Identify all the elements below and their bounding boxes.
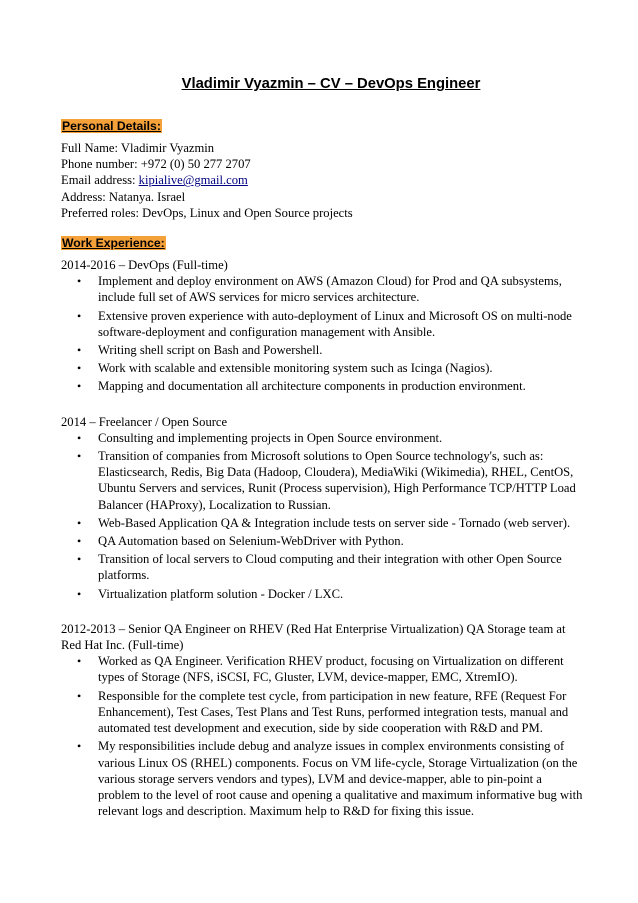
- list-item-text: Web-Based Application QA & Integration include tests on server side - Tornado (web server).: [98, 515, 571, 530]
- list-item-text: Transition of local servers to Cloud computing and their integration with other Open Source platforms.: [98, 552, 562, 583]
- list-item-text: QA Automation based on Selenium-WebDriver with Python.: [98, 534, 404, 549]
- personal-details-heading-label: Personal Details:: [62, 119, 161, 133]
- email-line: [61, 172, 583, 188]
- job-bullets: [61, 273, 583, 394]
- bullet-icon: •: [77, 449, 82, 464]
- list-item-text: Virtualization platform solution - Docker / LXC.: [98, 586, 344, 601]
- list-item-text: Work with scalable and extensible monitoring system such as Icinga (Nagios).: [98, 361, 493, 376]
- preferred-roles: Preferred roles: DevOps, Linux and Open Source projects: [61, 205, 353, 220]
- list-item: [61, 551, 583, 583]
- bullet-icon: •: [77, 534, 82, 549]
- list-item: [61, 360, 583, 376]
- bullet-icon: •: [77, 552, 82, 567]
- job-entry: [61, 414, 583, 602]
- cv-page: [61, 74, 583, 821]
- list-item: [61, 738, 583, 819]
- list-item-text: Implement and deploy environment on AWS (Amazon Cloud) for Prod and QA subsystems, include full set of AWS services for micro services architecture.: [98, 274, 562, 305]
- list-item-text: Extensive proven experience with auto-deployment of Linux and Microsoft OS on multi-node software-deployment and configuration management with Ansible.: [98, 308, 572, 339]
- list-item-text: My responsibilities include debug and analyze issues in complex environments consisting of various Linux OS (RHEL) components. Focus on VM life-cycle, Storage Virtualization (on the various storage servers vendors and types), LVM and device-mapper, able to pin-point a problem to the level of root cause and opening a qualitative and maximum informative bug with relevant logs and description. Maximum help to R&D for fixing this issue.: [98, 739, 583, 819]
- list-item-text: Worked as QA Engineer. Verification RHEV product, focusing on Virtualization on different types of Storage (NFS, iSCSI, FC, Gluster, LVM, device-mapper, EMC, XtremIO).: [98, 654, 564, 685]
- list-item: [61, 653, 583, 685]
- list-item-text: Transition of companies from Microsoft solutions to Open Source technology's, such as: Elasticsearch, Redis, Big Data (Hadoop, Cloudera), MediaWiki (Wikimedia), RHEL, CentOS, Ubuntu Servers and services, Runit (Process supervision), High Performance TCP/HTTP Load Balancer (HAProxy), Localization to Russian.: [98, 449, 576, 512]
- list-item-text: Consulting and implementing projects in Open Source environment.: [98, 430, 443, 445]
- bullet-icon: •: [77, 361, 82, 376]
- job-entry: [61, 257, 583, 395]
- personal-details-heading: [61, 118, 583, 134]
- bullet-icon: •: [77, 308, 82, 323]
- address: Address: Natanya. Israel: [61, 189, 186, 204]
- list-item-text: Mapping and documentation all architecture components in production environment.: [98, 379, 526, 394]
- job-bullets: [61, 653, 583, 819]
- full-name: Full Name: Vladimir Vyazmin: [61, 141, 215, 155]
- list-item: [61, 308, 583, 340]
- bullet-icon: •: [77, 379, 82, 394]
- email-label: Email address:: [61, 173, 139, 188]
- bullet-icon: •: [77, 739, 82, 754]
- bullet-icon: •: [77, 654, 82, 669]
- list-item: [61, 342, 583, 358]
- list-item: [61, 533, 583, 549]
- list-item: [61, 273, 583, 305]
- list-item-text: Writing shell script on Bash and Powershell.: [98, 343, 323, 358]
- bullet-icon: •: [77, 688, 82, 703]
- list-item: [61, 515, 583, 531]
- list-item: [61, 688, 583, 737]
- phone-number: Phone number: +972 (0) 50 277 2707: [61, 157, 251, 172]
- bullet-icon: •: [77, 343, 82, 358]
- bullet-icon: •: [77, 586, 82, 601]
- personal-details: [61, 140, 583, 221]
- bullet-icon: •: [77, 430, 82, 445]
- email-link[interactable]: kipialive@gmail.com: [138, 173, 248, 188]
- job-entry: [61, 621, 583, 819]
- list-item: [61, 378, 583, 394]
- work-experience-heading-label: Work Experience:: [62, 236, 165, 251]
- list-item: [61, 586, 583, 602]
- job-title: 2014 – Freelancer / Open Source: [61, 414, 228, 429]
- list-item: [61, 448, 583, 513]
- list-item-text: Responsible for the complete test cycle, from participation in new feature, RFE (Request For Enhancement), Test Cases, Test Plans and Test Runs, performed integration tests, manual and automated test development and execution, side by side cooperation with R&D and PM.: [98, 688, 569, 736]
- job-title: 2014-2016 – DevOps (Full-time): [61, 258, 228, 273]
- work-experience-heading: [61, 235, 583, 251]
- bullet-icon: •: [77, 515, 82, 530]
- bullet-icon: •: [77, 274, 82, 289]
- list-item: [61, 430, 583, 446]
- page-title: Vladimir Vyazmin – CV – DevOps Engineer: [181, 76, 481, 92]
- job-title: 2012-2013 – Senior QA Engineer on RHEV (Red Hat Enterprise Virtualization) QA Storage team at Red Hat Inc. (Full-time): [61, 621, 566, 653]
- job-bullets: [61, 430, 583, 602]
